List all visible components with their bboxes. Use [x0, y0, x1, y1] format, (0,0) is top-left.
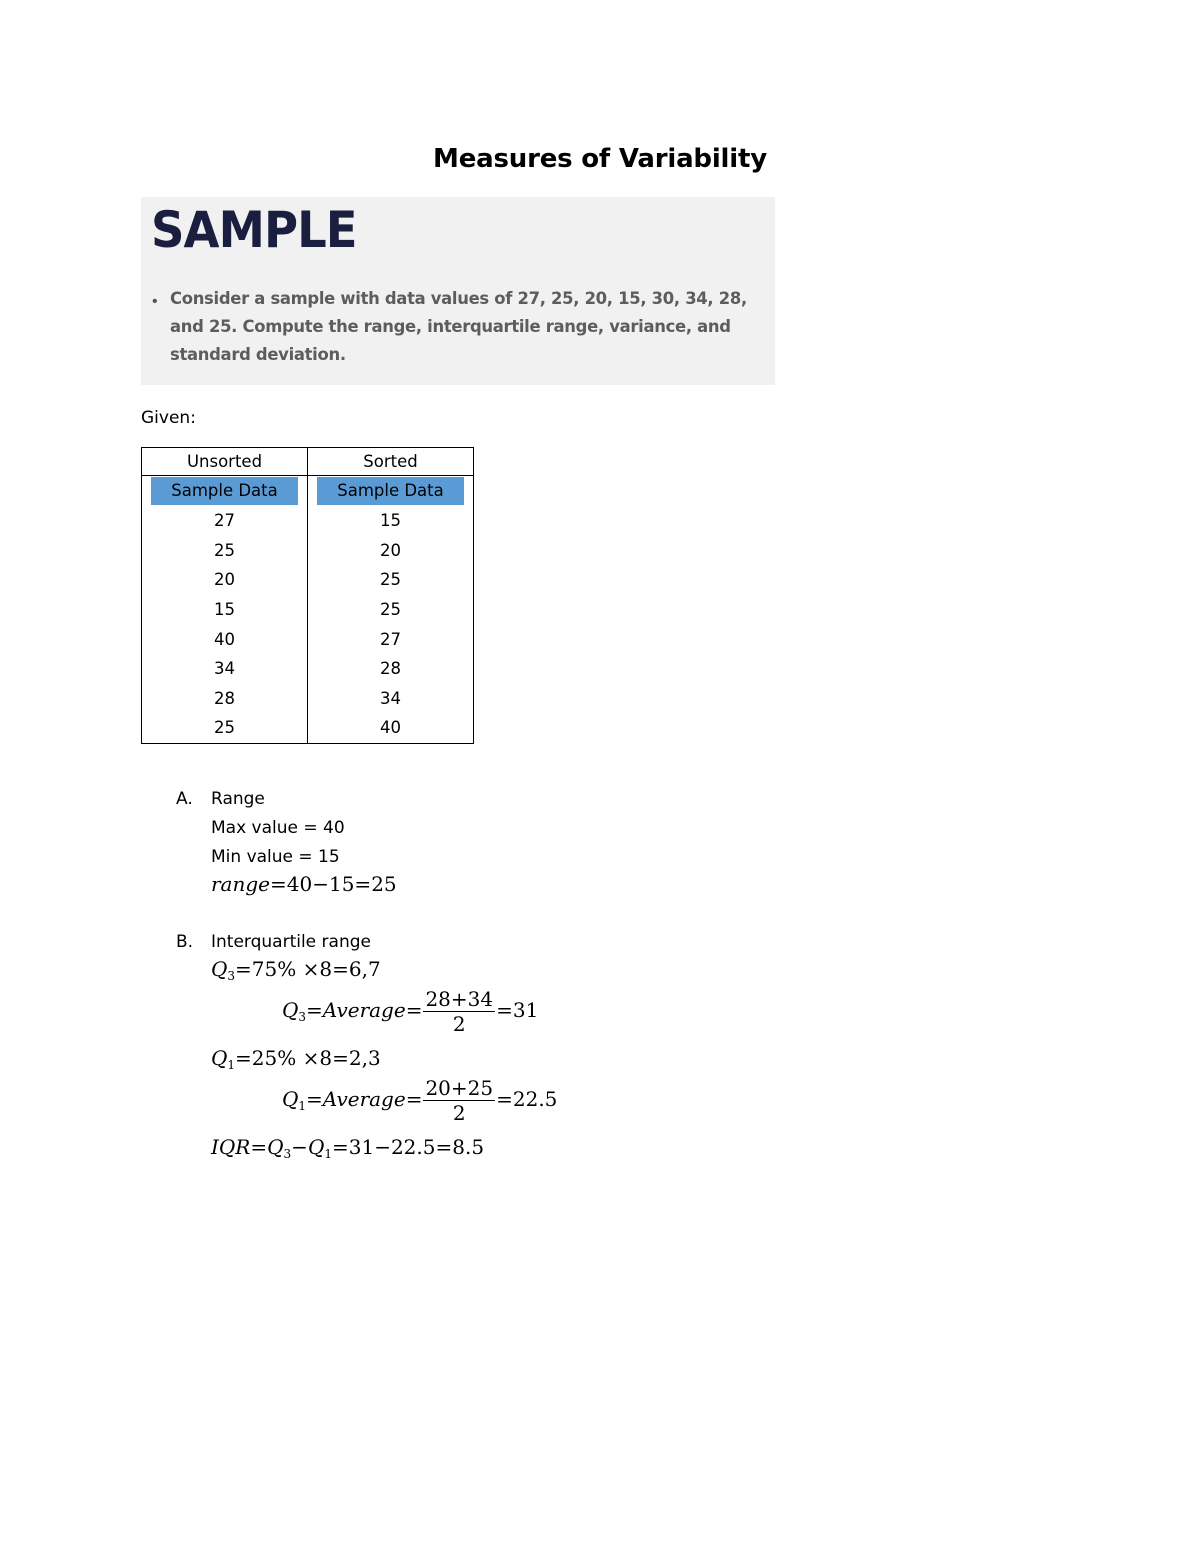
section-a-letter: A.: [176, 789, 193, 809]
table-row: [142, 713, 474, 743]
table-row: [142, 654, 474, 684]
min-value-line: Min value = 15: [211, 847, 340, 867]
page-title: Measures of Variability: [433, 144, 767, 174]
q1-fraction: [423, 1076, 495, 1125]
column-header-sorted: Sorted: [308, 448, 474, 476]
table-cell: 15: [308, 506, 474, 536]
table-cell: 28: [308, 654, 474, 684]
q3-var: Q: [267, 1135, 284, 1159]
table-cell: 25: [308, 595, 474, 625]
q3-sub: 3: [298, 1010, 307, 1024]
table-cell: 25: [308, 565, 474, 595]
average-word: =Average=: [306, 1087, 423, 1111]
table-cell: 28: [142, 684, 308, 714]
fraction-numerator: 20+25: [425, 1076, 494, 1100]
table-cell: 40: [142, 624, 308, 654]
iqr-var: IQR: [211, 1135, 251, 1159]
table-cell: 40: [308, 713, 474, 743]
sample-data-table: [141, 447, 474, 744]
q1-average-formula: [282, 1076, 557, 1125]
fraction-denominator: 2: [452, 1012, 466, 1036]
average-word: =Average=: [306, 998, 423, 1022]
table-cell: 34: [142, 654, 308, 684]
sample-heading: SAMPLE: [151, 201, 357, 259]
bullet-icon: •: [152, 293, 158, 310]
q1-pos-rest: =25% ×8=2,3: [235, 1046, 381, 1070]
q3-var: Q: [211, 957, 228, 981]
q1-sub: 1: [227, 1058, 236, 1072]
q3-sub: 3: [283, 1147, 292, 1161]
subheader-unsorted: [142, 476, 308, 507]
sample-problem-text: Consider a sample with data values of 27, 25, 20, 15, 30, 34, 28, and 25. Compute the range, interquartile range, variance, and standard deviation.: [170, 289, 747, 364]
column-header-unsorted: Unsorted: [142, 448, 308, 476]
section-b-title: Interquartile range: [211, 932, 371, 952]
table-cell: 25: [142, 536, 308, 566]
subheader-label: Sample Data: [151, 477, 298, 505]
table-row: [142, 684, 474, 714]
q1-sub: 1: [298, 1099, 307, 1113]
subheader-sorted: [308, 476, 474, 507]
q1-position-formula: [211, 1046, 381, 1072]
given-label: Given:: [141, 408, 196, 428]
iqr-minus: −: [291, 1135, 308, 1159]
iqr-rest: =31−22.5=8.5: [331, 1135, 485, 1159]
table-cell: 20: [308, 536, 474, 566]
max-value-line: Max value = 40: [211, 818, 345, 838]
q3-position-formula: [211, 957, 381, 983]
table-row: [142, 506, 474, 536]
q1-var: Q: [211, 1046, 228, 1070]
range-formula: [211, 872, 397, 896]
q3-average-formula: [282, 987, 538, 1036]
q1-var: Q: [282, 1087, 299, 1111]
table-row: [142, 595, 474, 625]
table-row: [142, 565, 474, 595]
range-var: range: [211, 872, 271, 896]
iqr-eq: =: [250, 1135, 268, 1159]
q3-pos-rest: =75% ×8=6,7: [235, 957, 381, 981]
section-b-letter: B.: [176, 932, 194, 952]
q1-result: =22.5: [496, 1087, 558, 1111]
q1-var: Q: [307, 1135, 325, 1159]
q1-sub: 1: [324, 1147, 332, 1161]
section-a-title: Range: [211, 789, 265, 809]
iqr-formula: [211, 1135, 484, 1161]
table-cell: 15: [142, 595, 308, 625]
table-cell: 25: [142, 713, 308, 743]
table-cell: 27: [308, 624, 474, 654]
table-row: [142, 624, 474, 654]
subheader-label: Sample Data: [317, 477, 464, 505]
fraction-numerator: 28+34: [425, 987, 494, 1011]
q3-sub: 3: [227, 969, 236, 983]
table-cell: 34: [308, 684, 474, 714]
table-cell: 27: [142, 506, 308, 536]
table-cell: 20: [142, 565, 308, 595]
q3-fraction: [423, 987, 495, 1036]
fraction-denominator: 2: [452, 1101, 466, 1125]
table-row: [142, 536, 474, 566]
q3-result: =31: [496, 998, 539, 1022]
sample-box: [141, 197, 775, 385]
q3-var: Q: [282, 998, 299, 1022]
range-rest: =40−15=25: [270, 872, 397, 896]
